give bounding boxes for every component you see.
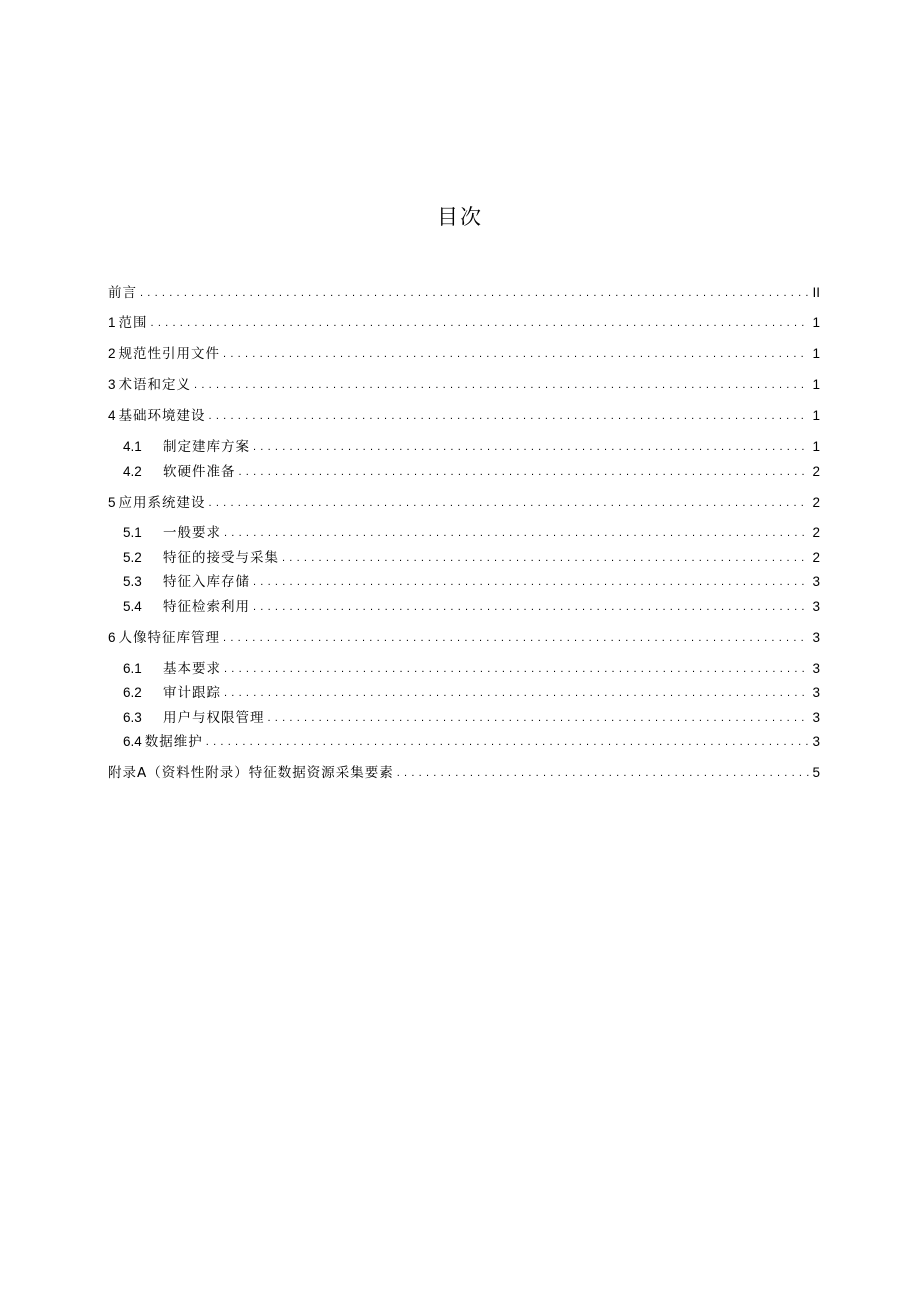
toc-entry-page: II bbox=[812, 285, 820, 300]
toc-entry-page: 1 bbox=[812, 346, 820, 361]
toc-leader-dots bbox=[224, 521, 809, 545]
toc-entry-number: 1 bbox=[108, 315, 116, 330]
toc-entry-number: 5.4 bbox=[123, 599, 142, 614]
toc-entry-number: 3 bbox=[108, 377, 116, 392]
page-title: 目次 bbox=[437, 205, 483, 229]
toc-leader-dots bbox=[224, 681, 809, 705]
toc-entry-number: 4 bbox=[108, 408, 116, 423]
toc-entry-page: 1 bbox=[812, 377, 820, 392]
toc-entry-page: 3 bbox=[812, 685, 820, 700]
toc-entry-4[interactable] bbox=[108, 404, 820, 428]
toc-entry-page: 3 bbox=[812, 630, 820, 645]
toc-entry-page: 1 bbox=[812, 439, 820, 454]
toc-leader-dots bbox=[397, 761, 809, 785]
toc-entry-label: 数据维护 bbox=[144, 734, 203, 750]
toc-leader-dots bbox=[224, 657, 809, 681]
toc-leader-dots bbox=[151, 311, 809, 335]
toc-entry-4-1[interactable] bbox=[108, 435, 820, 459]
toc-entry-label: 基础环境建设 bbox=[118, 408, 206, 424]
toc-entry-number: 5 bbox=[108, 495, 116, 510]
toc-entry-page: 1 bbox=[812, 408, 820, 423]
toc-entry-6-2[interactable] bbox=[108, 681, 820, 705]
toc-entry-5[interactable] bbox=[108, 491, 820, 515]
toc-leader-dots bbox=[223, 342, 809, 366]
toc-entry-label: 用户与权限管理 bbox=[163, 710, 265, 726]
toc-entry-page: 2 bbox=[812, 550, 820, 565]
toc-entry-label: 术语和定义 bbox=[118, 377, 192, 393]
toc-entry-label: 特征检索利用 bbox=[163, 599, 250, 615]
toc-entry-page: 5 bbox=[812, 765, 820, 780]
toc-entry-page: 1 bbox=[812, 315, 820, 330]
toc-leader-dots bbox=[140, 281, 809, 305]
toc-entry-label: 审计跟踪 bbox=[163, 685, 221, 701]
toc-entry-page: 2 bbox=[812, 495, 820, 510]
toc-entry-4-2[interactable] bbox=[108, 460, 820, 484]
toc-entry-label: 附录A（资料性附录）特征数据资源采集要素 bbox=[108, 765, 394, 781]
toc-leader-dots bbox=[268, 706, 810, 730]
toc-entry-5-1[interactable] bbox=[108, 521, 820, 545]
toc-entry-label: 应用系统建设 bbox=[118, 495, 206, 511]
toc-entry-label: 前言 bbox=[108, 285, 137, 301]
toc-entry-2[interactable] bbox=[108, 342, 820, 366]
toc-entry-label: 制定建库方案 bbox=[163, 439, 250, 455]
toc-leader-dots bbox=[253, 595, 809, 619]
toc-entry-number: 6.1 bbox=[123, 661, 142, 676]
toc-leader-dots bbox=[194, 373, 809, 397]
toc-entry-foreword[interactable] bbox=[108, 281, 820, 305]
toc-entry-label: 特征入库存储 bbox=[163, 574, 250, 590]
toc-entry-1[interactable] bbox=[108, 311, 820, 335]
toc-entry-number: 4.2 bbox=[123, 464, 142, 479]
toc-leader-dots bbox=[209, 491, 809, 515]
toc-entry-number: 4.1 bbox=[123, 439, 142, 454]
toc-entry-5-4[interactable] bbox=[108, 595, 820, 619]
toc-entry-5-2[interactable] bbox=[108, 546, 820, 570]
toc-entry-label: 基本要求 bbox=[163, 661, 221, 677]
toc-entry-label: 软硬件准备 bbox=[163, 464, 236, 480]
toc-leader-dots bbox=[206, 730, 809, 754]
toc-entry-page: 2 bbox=[812, 464, 820, 479]
toc-entry-label: 特征的接受与采集 bbox=[163, 550, 279, 566]
toc-leader-dots bbox=[239, 460, 810, 484]
toc-leader-dots bbox=[209, 404, 809, 428]
toc-entry-number: 5.1 bbox=[123, 525, 142, 540]
toc-entry-number: 5.2 bbox=[123, 550, 142, 565]
toc-leader-dots bbox=[223, 626, 809, 650]
toc-entry-page: 3 bbox=[812, 599, 820, 614]
toc-entry-label: 一般要求 bbox=[163, 525, 221, 541]
toc-entry-3[interactable] bbox=[108, 373, 820, 397]
toc-entry-page: 2 bbox=[812, 525, 820, 540]
toc-entry-number: 5.3 bbox=[123, 574, 142, 589]
toc-entry-number: 6 bbox=[108, 630, 116, 645]
toc-entry-6-1[interactable] bbox=[108, 657, 820, 681]
toc-entry-annex-a[interactable] bbox=[108, 761, 820, 785]
toc-entry-6-4[interactable] bbox=[108, 730, 820, 754]
toc-entry-page: 3 bbox=[812, 574, 820, 589]
toc-entry-number: 6.2 bbox=[123, 685, 142, 700]
toc-entry-page: 3 bbox=[812, 710, 820, 725]
toc-leader-dots bbox=[282, 546, 809, 570]
toc-entry-page: 3 bbox=[812, 734, 820, 749]
toc-entry-number: 2 bbox=[108, 346, 116, 361]
toc-entry-6[interactable] bbox=[108, 626, 820, 650]
toc-entry-number: 6.4 bbox=[123, 734, 142, 749]
toc-entry-label: 范围 bbox=[118, 315, 148, 331]
toc-entry-5-3[interactable] bbox=[108, 570, 820, 594]
toc-entry-6-3[interactable] bbox=[108, 706, 820, 730]
toc-entry-number: 6.3 bbox=[123, 710, 142, 725]
toc-leader-dots bbox=[253, 435, 809, 459]
toc-entry-label: 人像特征库管理 bbox=[118, 630, 221, 646]
toc-entry-page: 3 bbox=[812, 661, 820, 676]
toc-leader-dots bbox=[253, 570, 809, 594]
toc-entry-label: 规范性引用文件 bbox=[118, 346, 221, 362]
